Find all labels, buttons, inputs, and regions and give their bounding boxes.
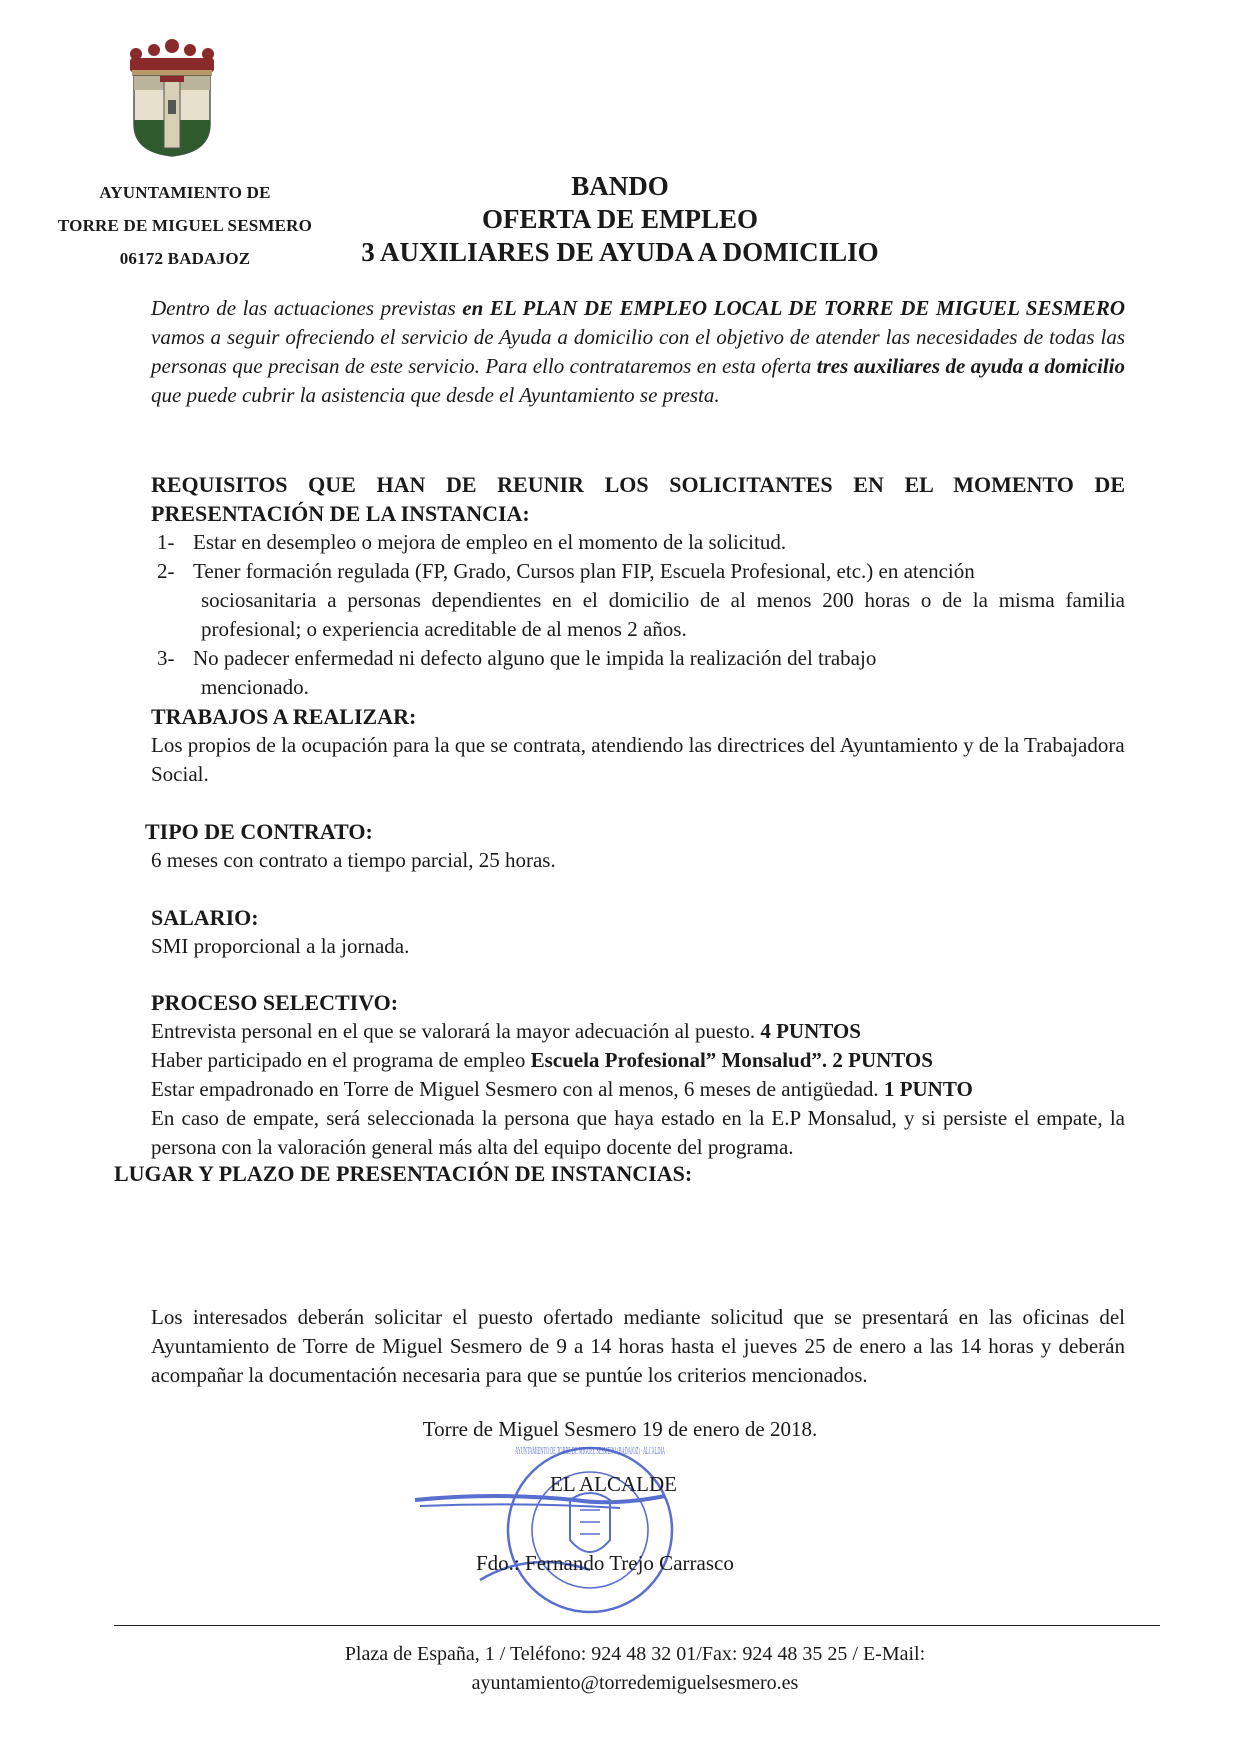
list-number: 2- [157,559,175,583]
requisitos-heading: REQUISITOS QUE HAN DE REUNIR LOS SOLICITANTES EN EL MOMENTO DE PRESENTACIÓN DE LA INSTANCIA: [151,472,1125,526]
proceso-heading: PROCESO SELECTIVO: [151,990,399,1015]
trabajos-text: Los propios de la ocupación para la que se contrata, atendiendo las directrices del Ayuntamiento y de la Trabajadora Social. [151,733,1125,786]
intro-bold-1: en EL PLAN DE EMPLEO LOCAL DE TORRE DE MIGUEL SESMERO [462,296,1125,320]
requisitos-list [151,528,1125,702]
document-title [300,170,940,269]
signatory-role: EL ALCALDE [550,1472,677,1496]
official-stamp-signature [410,1430,710,1615]
org-name-line: AYUNTAMIENTO DE [99,183,271,202]
list-text-cont: sociosanitaria a personas dependientes en el domicilio de al menos 200 horas o de la misma familia profesional; o experiencia acreditable de al menos 2 años. [201,588,1125,641]
list-item [151,528,1125,557]
list-text: Estar en desempleo o mejora de empleo en el momento de la solicitud. [193,530,787,554]
lugar-heading: LUGAR Y PLAZO DE PRESENTACIÓN DE INSTANCIAS: [114,1161,693,1186]
org-town-line: TORRE DE MIGUEL SESMERO [57,216,313,235]
title-auxiliares: 3 AUXILIARES DE AYUDA A DOMICILIO [361,237,879,267]
salario-text: SMI proporcional a la jornada. [151,934,410,958]
title-oferta: OFERTA DE EMPLEO [481,204,759,234]
footer-divider [114,1625,1160,1626]
footer-email: ayuntamiento@torredemiguelsesmero.es [471,1672,799,1694]
list-item [151,644,1125,702]
trabajos-heading: TRABAJOS A REALIZAR: [151,704,417,729]
contrato-heading: TIPO DE CONTRATO: [145,819,373,844]
list-text-cont: mencionado. [201,675,309,699]
footer-address: Plaza de España, 1 / Teléfono: 924 48 32 01/Fax: 924 48 35 25 / E-Mail: [344,1643,926,1665]
coat-of-arms-logo [126,40,218,158]
intro-text-1: Dentro de las actuaciones previstas [151,296,463,320]
salario-section [151,903,1125,961]
proceso-line-1: Entrevista personal en el que se valorará la mayor adecuación al puesto. 4 PUNTOS [151,1019,861,1043]
proceso-line-3: Estar empadronado en Torre de Miguel Sesmero con al menos, 6 meses de antigüedad. 1 PUNTO [151,1077,973,1101]
intro-text-3: que puede cubrir la asistencia que desde el Ayuntamiento se presta. [151,383,720,407]
list-text: Tener formación regulada (FP, Grado, Cursos plan FIP, Escuela Profesional, etc.) en atención [193,559,975,583]
intro-paragraph [151,294,1125,410]
lugar-text: Los interesados deberán solicitar el puesto ofertado mediante solicitud que se presentará en las oficinas del Ayuntamiento de Torre de Miguel Sesmero de 9 a 14 horas hasta el jueves 25 de enero a las 14 horas y deberán acompañar la documentación necesaria para que se puntúe los criterios mencionados. [151,1305,1125,1387]
stamp-lettering: AYUNTAMIENTO DE TORRE DE MIGUEL SESMERO (BADAJOZ) · ALCALDIA [515,1445,666,1457]
signatory-name: Fdo.: Fernando Trejo Carrasco [476,1551,734,1575]
list-item [151,557,1125,644]
trabajos-section [151,702,1125,789]
footer-contact [200,1640,1070,1698]
proceso-line-4: En caso de empate, será seleccionada la persona que haya estado en la E.P Monsalud, y si persiste el empate, la persona con la valoración general más alta del equipo docente del programa. [151,1106,1125,1159]
municipality-header [40,176,330,275]
proceso-section [151,988,1125,1162]
contrato-section [145,817,1119,875]
list-number: 1- [157,530,175,554]
intro-bold-2: tres auxiliares de ayuda a domicilio [816,354,1125,378]
salario-heading: SALARIO: [151,905,259,930]
document-date: Torre de Miguel Sesmero 19 de enero de 2018. [422,1417,818,1441]
org-postal-line: 06172 BADAJOZ [119,249,251,268]
intro-text-2: vamos a seguir ofreciendo el servicio de Ayuda a domicilio con el objetivo de atender las necesidades de todas las personas que precisan de este servicio. Para ello contrataremos en esta oferta [151,325,1125,378]
list-text: No padecer enfermedad ni defecto alguno que le impida la realización del trabajo [193,646,877,670]
list-number: 3- [157,646,175,670]
title-bando: BANDO [571,171,669,201]
contrato-text: 6 meses con contrato a tiempo parcial, 25 horas. [151,848,556,872]
proceso-line-2: Haber participado en el programa de empleo Escuela Profesional” Monsalud”. 2 PUNTOS [151,1048,933,1072]
